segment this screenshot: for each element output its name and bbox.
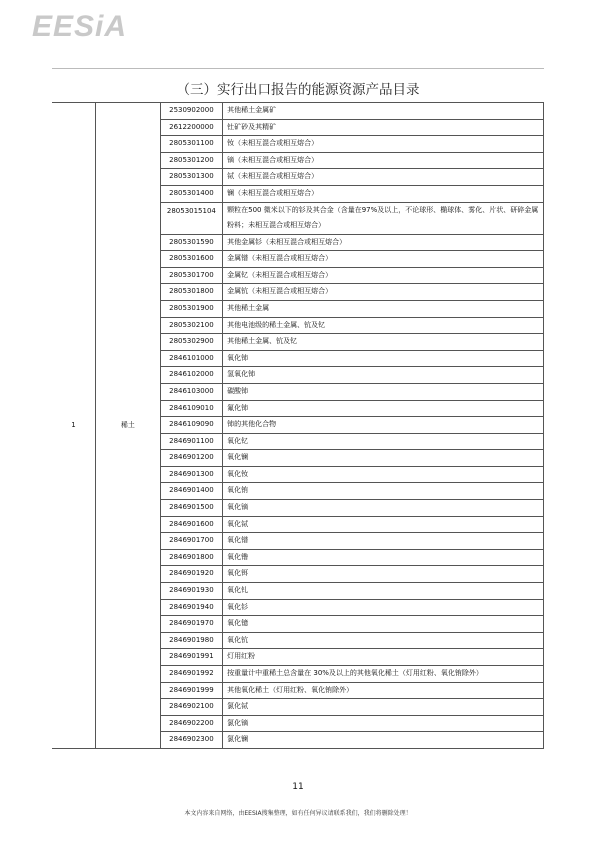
product-name-cell: 氧化镧 bbox=[223, 450, 544, 467]
product-catalog-table bbox=[52, 102, 544, 749]
product-name-cell: 镝（未相互混合或相互熔合） bbox=[223, 152, 544, 169]
product-name-cell: 铽（未相互混合或相互熔合） bbox=[223, 169, 544, 186]
product-name-cell: 氧化铕 bbox=[223, 483, 544, 500]
hs-code-cell: 2805301100 bbox=[160, 136, 223, 153]
product-name-cell: 氯化镧 bbox=[223, 732, 544, 749]
hs-code-cell: 2805301300 bbox=[160, 169, 223, 186]
hs-code-cell: 2805301590 bbox=[160, 234, 223, 251]
hs-code-cell: 2805301600 bbox=[160, 251, 223, 268]
hs-code-cell: 2846901700 bbox=[160, 533, 223, 550]
product-name-cell: 其他金属钐（未相互混合或相互熔合） bbox=[223, 234, 544, 251]
hs-code-cell: 2805301200 bbox=[160, 152, 223, 169]
hs-code-cell: 2805301700 bbox=[160, 267, 223, 284]
product-name-cell: 金属钇（未相互混合或相互熔合） bbox=[223, 267, 544, 284]
product-name-cell: 氧化铒 bbox=[223, 566, 544, 583]
hs-code-cell: 2846901100 bbox=[160, 433, 223, 450]
hs-code-cell: 2846901600 bbox=[160, 516, 223, 533]
hs-code-cell: 2805301800 bbox=[160, 284, 223, 301]
product-name-cell: 氧化钕 bbox=[223, 466, 544, 483]
product-name-cell: 氧化镨 bbox=[223, 533, 544, 550]
hs-code-cell: 28053015104 bbox=[160, 202, 223, 234]
product-name-cell: 氯化镝 bbox=[223, 715, 544, 732]
product-name-cell: 氧化钪 bbox=[223, 632, 544, 649]
product-name-cell: 颗粒在500 微米以下的钐及其合金（含量在97%及以上，不论球形、椭球体、雾化、片状、研碎金属粉料；未相互混合或相互熔合） bbox=[223, 202, 544, 234]
hs-code-cell: 2530902000 bbox=[160, 103, 223, 120]
product-name-cell: 金属钪（未相互混合或相互熔合） bbox=[223, 284, 544, 301]
hs-code-cell: 2846901992 bbox=[160, 666, 223, 683]
product-name-cell: 氧化铈 bbox=[223, 350, 544, 367]
product-name-cell: 铈的其他化合物 bbox=[223, 417, 544, 434]
hs-code-cell: 2805302100 bbox=[160, 317, 223, 334]
product-name-cell: 氧化镝 bbox=[223, 500, 544, 517]
hs-code-cell: 2612200000 bbox=[160, 119, 223, 136]
product-name-cell: 金属镨（未相互混合或相互熔合） bbox=[223, 251, 544, 268]
table-row bbox=[52, 103, 544, 120]
hs-code-cell: 2846103000 bbox=[160, 383, 223, 400]
product-name-cell: 碳酸铈 bbox=[223, 383, 544, 400]
product-name-cell: 镧（未相互混合或相互熔合） bbox=[223, 185, 544, 202]
hs-code-cell: 2846901991 bbox=[160, 649, 223, 666]
product-name-cell: 氧化镱 bbox=[223, 616, 544, 633]
document-title: （三）实行出口报告的能源资源产品目录 bbox=[176, 82, 420, 98]
hs-code-cell: 2846901200 bbox=[160, 450, 223, 467]
product-name-cell: 氯化铽 bbox=[223, 699, 544, 716]
product-name-cell: 按重量计中重稀土总含量在 30%及以上的其他氧化稀土（灯用红粉、氧化铕除外） bbox=[223, 666, 544, 683]
hs-code-cell: 2846109010 bbox=[160, 400, 223, 417]
header-rule bbox=[52, 68, 544, 69]
product-name-cell: 灯用红粉 bbox=[223, 649, 544, 666]
product-name-cell: 氧化钆 bbox=[223, 583, 544, 600]
product-name-cell: 钍矿砂及其精矿 bbox=[223, 119, 544, 136]
product-name-cell: 钕（未相互混合或相互熔合） bbox=[223, 136, 544, 153]
hs-code-cell: 2805302900 bbox=[160, 334, 223, 351]
product-name-cell: 氟化铈 bbox=[223, 400, 544, 417]
hs-code-cell: 2846901940 bbox=[160, 599, 223, 616]
hs-code-cell: 2846901999 bbox=[160, 682, 223, 699]
group-category-cell: 稀土 bbox=[96, 103, 161, 749]
product-name-cell: 其他稀土金属 bbox=[223, 300, 544, 317]
hs-code-cell: 2846901980 bbox=[160, 632, 223, 649]
hs-code-cell: 2846901300 bbox=[160, 466, 223, 483]
product-name-cell: 其他电池级的稀土金属、钪及钇 bbox=[223, 317, 544, 334]
hs-code-cell: 2846101000 bbox=[160, 350, 223, 367]
hs-code-cell: 2846901970 bbox=[160, 616, 223, 633]
product-name-cell: 其他稀土金属、钪及钇 bbox=[223, 334, 544, 351]
product-name-cell: 氧化镥 bbox=[223, 549, 544, 566]
hs-code-cell: 2846901930 bbox=[160, 583, 223, 600]
product-name-cell: 氧化铽 bbox=[223, 516, 544, 533]
page-number: 11 bbox=[292, 782, 304, 792]
hs-code-cell: 2846102000 bbox=[160, 367, 223, 384]
product-name-cell: 氢氧化铈 bbox=[223, 367, 544, 384]
product-name-cell: 其他氧化稀土（灯用红粉、氧化铕除外） bbox=[223, 682, 544, 699]
hs-code-cell: 2846901500 bbox=[160, 500, 223, 517]
hs-code-cell: 2805301900 bbox=[160, 300, 223, 317]
hs-code-cell: 2846901800 bbox=[160, 549, 223, 566]
hs-code-cell: 2846902100 bbox=[160, 699, 223, 716]
hs-code-cell: 2846902200 bbox=[160, 715, 223, 732]
group-index-cell: 1 bbox=[52, 103, 96, 749]
product-name-cell: 氧化钇 bbox=[223, 433, 544, 450]
hs-code-cell: 2846109090 bbox=[160, 417, 223, 434]
hs-code-cell: 2846901920 bbox=[160, 566, 223, 583]
hs-code-cell: 2805301400 bbox=[160, 185, 223, 202]
product-name-cell: 其他稀土金属矿 bbox=[223, 103, 544, 120]
hs-code-cell: 2846902300 bbox=[160, 732, 223, 749]
hs-code-cell: 2846901400 bbox=[160, 483, 223, 500]
footer-disclaimer: 本文内容来自网络，由EESIA搜集整理，如有任何异议请联系我们，我们将删除处理！ bbox=[184, 810, 412, 817]
product-name-cell: 氧化钐 bbox=[223, 599, 544, 616]
eesia-logo: EESiA bbox=[32, 10, 128, 43]
